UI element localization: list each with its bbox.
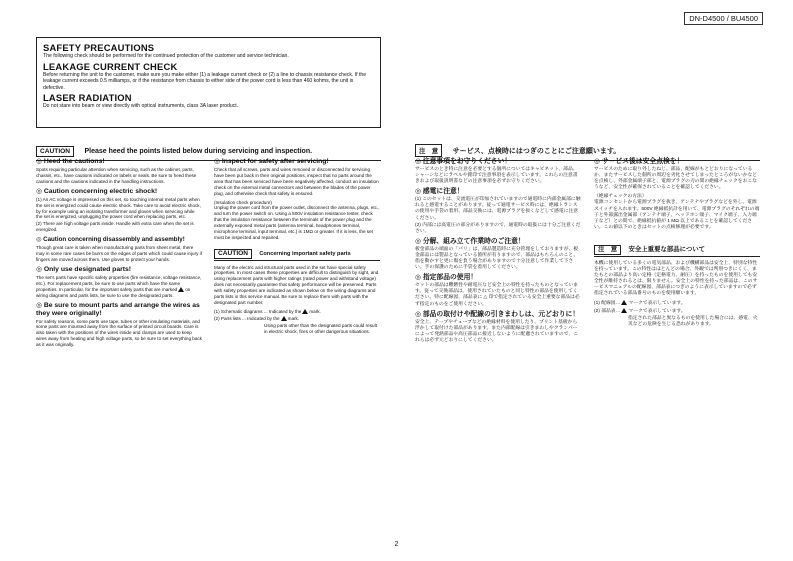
jp-parts-text: セットの部品は難燃性や耐電圧など安全上の特性を持ったものとなっています。従って交換部品は、使用されていたものと同じ特性の部品を使用してください。特に配線図、部品表に △ 印で指定されている安全上重要な部品は必ず指定のものをご使用ください。: [415, 283, 580, 307]
jp-heed-title: ◎ 注意事項をお守りください！: [415, 158, 512, 165]
heed-cautions-title: ◎ Heed the cautions!: [36, 158, 105, 165]
safety-precautions-box: [36, 37, 381, 128]
schematic-item: (1) Schematic diagrams ... Indicated by the mark.: [214, 308, 321, 314]
leakage-text: Before returning the unit to the customer, make sure you make either (1) a leakage current check or (2) a line to chassis resistance check. If the leakage current exceeds 0.5 milliamps, or if the resistance from chassis to either side of the power cord is less than 460 kohms, the unit is defective.: [43, 71, 367, 91]
safety-parts-text: Many of the electric and structural parts used in the set have special safety properties. In most cases these properties are difficult to distinguish by sight, and using replacement parts with higher ratings (rated power and withstand voltage) does not necessarily guarantee that safety performance will be preserved. Parts with safety properties are indicated as shown below on the wiring diagrams and parts lists in this service manual. Be sure to replace them with parts with the designated part number.: [214, 264, 379, 306]
jp-parts-title: ◎ 指定部品の使用！: [415, 274, 478, 282]
jp-left-column: [415, 158, 581, 347]
caution2-heading: Concerning important safety parts: [259, 250, 351, 257]
jp-shock-item: (2) 内部には高電圧の部分がありますので、通電時の取扱には十分ご注意ください。: [415, 222, 581, 234]
leakage-title: LEAKAGE CURRENT CHECK: [43, 60, 178, 72]
page-number: 2: [394, 541, 399, 548]
jp-disassembly-title: ◎ 分解、組み立て作業時のご注意！: [415, 237, 525, 245]
jp-right-column: [594, 158, 760, 331]
warning-triangle-icon: [281, 316, 287, 321]
designated-parts-text: The set's parts have specific safety properties (fire resistance, voltage resistance, etc.). For replacement parts, be sure to use parts which have the same properties. In particular, for the important safety parts that are marked on wiring diagrams and parts lists, be sure to use the designated parts.: [36, 274, 202, 298]
caution2-tag: CAUTION: [214, 249, 252, 259]
jp-caution-tag: 注 意: [415, 144, 442, 157]
mount-parts-title: ◎ Be sure to mount parts and arrange the wires as they were originally!: [36, 301, 200, 317]
jp-caution2-bar: [594, 245, 760, 257]
caution2-rule: [214, 260, 380, 261]
laser-text: Do not stare into beam or view directly with optical instruments, class 3A laser product.: [43, 103, 239, 110]
jp-caution2-rule: [594, 256, 760, 257]
warning-triangle-icon: [302, 309, 308, 314]
jp-caution2-tag: 注 意: [594, 245, 621, 255]
jp-caution2-heading: 安全上重要な部品について: [628, 245, 706, 253]
laser-title: LASER RADIATION: [43, 92, 132, 104]
middle-column: [214, 158, 380, 338]
jp-mount-title: ◎ 部品の取付けや配線の引きまわしは、元どおりに！: [415, 310, 580, 318]
jp-parts-note: 指定された部品と異なるものを使用した場合には、感電、火災などの危険を生じる恐れがあります。: [628, 316, 758, 328]
electric-shock-item: (2) There are high voltage parts inside. Handle with extra care when the set is energized.: [36, 221, 194, 233]
warning-triangle-icon: [621, 308, 627, 313]
electric-shock-item: (1) An AC voltage is impressed on this set, so touching internal metal parts when the set is energized could cause electric shock. Take care to avoid electric shock, by for example using an isolating transformer and gloves when servicing while the set is energized, unplugging the power cord when replacing parts, etc.: [36, 196, 201, 220]
caution-tag: CAUTION: [36, 146, 74, 157]
caution2-bar: [214, 249, 380, 261]
jp-shock-title: ◎ 感電に注意！: [415, 188, 464, 196]
model-label: DN-D4500 / BU4500: [684, 12, 763, 25]
jp-insulation-text: 電源コンセントから電源プラグを抜き、アンテナやプラグなどを外し、電源スイッチを入れます。500V 絶縁抵抗計を用いて、電源プラグのそれぞれの端子と外部露出金属部（アンテナ端子、ヘッドホン端子、マイク端子、入力端子など）との間で、絶縁抵抗値が 1 MΩ 以上であることを確認してください。この値以下のときはセットの点検修理が必要です。: [594, 200, 760, 230]
jp-disassembly-text: 板金部品の端面の「バリ」は、部品製造時に充分管理をしておりますが、板金部品には製品となっている箇所が有りますので、部品はもちろんのこと、指を動かすと更に傷を負う場合がありますので十分注意して作業して下さい。手の保護のために手袋を着用してください。: [415, 246, 579, 271]
jp-caution-heading: サービス、点検時にはつぎのことにご注意願います。: [452, 148, 621, 155]
insulation-text: Unplug the power cord from the power outlet, disconnect the antenna, plugs, etc., and turn the power switch on. Using a 500V insulation resistance tester, check that the insulation resistance between the terminals of the power plug and the externally exposed metal parts (antenna terminal, headphones terminal, microphone terminal, input terminal, etc.) is 1MΩ or greater. If it is less, the set must be inspected and repaired.: [214, 205, 380, 240]
jp-schematic-item: (1) 配線図… マークで表示しています。: [594, 301, 686, 307]
insulation-sub: (Insulation check procedure): [214, 199, 272, 205]
designated-parts-title: ◎ Only use designated parts!: [36, 265, 132, 273]
jp-mount-text: 安全上、テープやチューブなどの絶縁材料を使用したり、プリント基板から浮かして取付けた部品があります。また内部配線は引きまわしやクランパーによって発熱部品や高圧部品に接近しないように配慮されていますので、これらは必ず元どおりにしてください。: [415, 319, 579, 343]
safety-title: SAFETY PRECAUTIONS: [43, 42, 155, 53]
warning-triangle-icon: [621, 300, 627, 305]
left-column: [36, 158, 202, 351]
jp-shock-item: (1) このセットは、交流電圧が印加されていますので通電時に内部金属部に触れると感電することがあります。従って通電サービス時には、絶縁トランスの使用や手袋の着用、部品交換には、電源プラグを抜くなどして感電に注意ください。: [415, 197, 581, 221]
disassembly-title: ◎ Caution concerning disassembly and assembly!: [36, 236, 185, 244]
jp-insulation-sub: （絶縁チェックの方法）: [594, 194, 647, 200]
mount-parts-text: For safety reasons, some parts use tape, tubes or other insulating materials, and some parts are mounted away from the surface of printed circuit boards. Care is also taken with the positions of the wires inside and clamps are used to keep wires away from heating and high voltage parts, so be sure to set everything back as it was originally.: [36, 318, 202, 348]
parts-note: Using parts other than the designated parts could result in electric shock, fires or other dangerous situations.: [264, 322, 377, 334]
electric-shock-title: ◎ Caution concerning electric shock!: [36, 187, 158, 195]
heed-cautions-text: Spots requiring particular attention when servicing, such as the cabinet, parts, chassis, etc., have cautions indicated on labels or seals. Be sure to heed these cautions and the cautions indicated in the handling instructions.: [36, 167, 197, 184]
jp-safety-parts-text: 本機に使用している多くの電気部品、および機構部品は安全上、特別な特性を持っています。この特性はほとんどの場合、外観では判別つきにくく、またもとの部品より高い定格（定格電力、耐圧）を持ったものを使用しても安全性が維持されるとは、限りません。安全上の特性を持った部品は、このサービスマニュアルの配線図、部品表につぎのように表示していますので必ず指定されている部品番号のものを使用願います。: [594, 260, 758, 297]
jp-parts-list-item: (2) 部品表… マークで表示しています。: [594, 309, 686, 315]
warning-triangle-icon: [178, 287, 184, 292]
jp-heed-text: サービスのとき特に注意を必要とする個所についてはキャビネット、部品、シャーシなどにラベルや銘印で注意事項を表示しています。これらの注意書きおよび取扱説明書などの注意事項を必ずお守りください。: [415, 167, 578, 185]
jp-inspect-text: サービスのために取り外したねじ、部品、配線がもとどおりになっているか、またサービスした個所の周辺を劣化させてしまったところがないかなどを点検し、外部金属端子部と、電源プラグの刃の間の絶縁チェックをおこなうなど、安全性が確保されていることを確認してください。: [594, 167, 758, 191]
jp-inspect-title: ◎ サービス後は安全点検を！: [594, 158, 684, 165]
inspect-safety-text: Check that all screws, parts and wires removed or disconnected for servicing have been put back in their original positions, inspect that no parts around the area that has been serviced have been negatively affected, conduct an insulation check on the external metal connectors and between the blades of the power plug, and otherwise check that safety is ensured.: [214, 167, 379, 196]
safety-text: The following check should be performed for the continued protection of the customer and service technician.: [43, 53, 289, 59]
caution-heading: Please heed the points listed below during servicing and inspection.: [84, 148, 313, 155]
parts-list-item: (2) Parts lists ... Indicated by the mark.: [214, 315, 300, 321]
inspect-safety-title: ◎ Inspect for safety after servicing!: [214, 158, 329, 165]
disassembly-text: Though great care is taken when manufacturing parts from sheet metal, there may in some rare cases be burrs on the edges of parts which could cause injury if fingers are moved across them. Use gloves to protect your hands.: [36, 245, 202, 262]
